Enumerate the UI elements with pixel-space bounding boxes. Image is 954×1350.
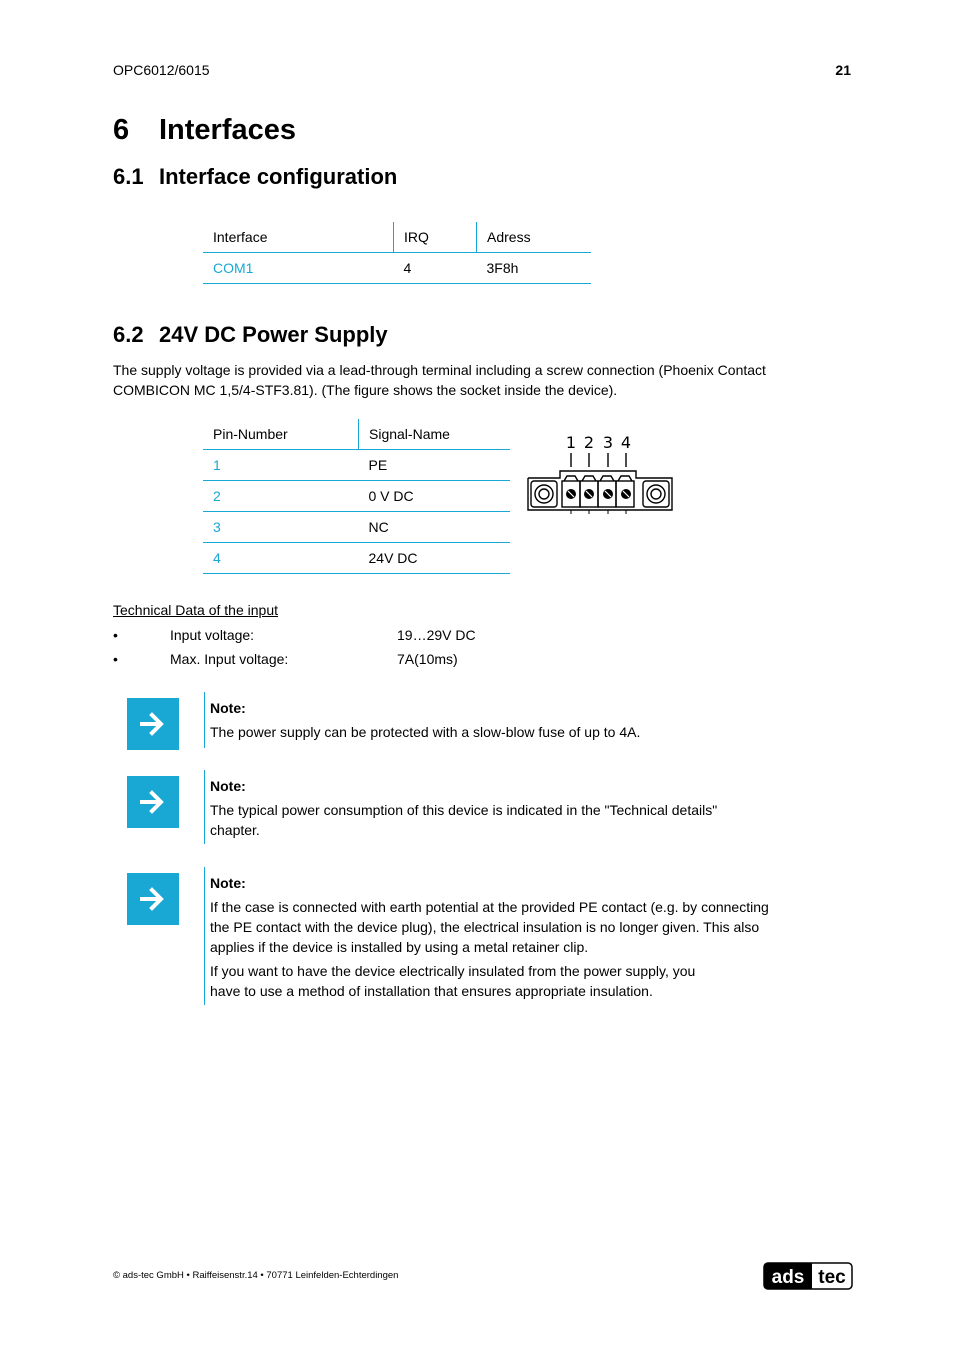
paragraph-line: The supply voltage is provided via a lead-through terminal including a screw connection (Phoenix Contact [113, 362, 766, 378]
table-cell: PE [359, 450, 511, 481]
spec-value: 19…29V DC [397, 627, 476, 643]
spec-label: Input voltage: [170, 627, 255, 643]
connector-label-3: 3 [602, 433, 614, 452]
bullet: • [113, 627, 118, 643]
note-line: The typical power consumption of this device is indicated in the "Technical details" [210, 802, 718, 818]
note-line: If you want to have the device electrically insulated from the power supply, you [210, 963, 696, 979]
note-line: The power supply can be protected with a slow-blow fuse of up to 4A. [210, 724, 641, 740]
power-supply-intro [113, 360, 833, 400]
note-arrow-icon [127, 698, 179, 750]
note-arrow-icon [127, 873, 179, 925]
note-line: chapter. [210, 822, 260, 838]
table-row [203, 543, 510, 574]
table-header: Pin-Number [203, 419, 359, 450]
section-title-power-supply [113, 322, 388, 348]
table-row [203, 481, 510, 512]
ads-tec-logo [763, 1262, 853, 1295]
connector-label-2: 2 [583, 433, 595, 452]
chapter-number: 6 [113, 114, 130, 146]
note-2 [210, 776, 810, 840]
list-item [113, 625, 613, 649]
table-header-row [203, 222, 591, 253]
section-number: 6.1 [113, 164, 144, 189]
note-arrow-icon [127, 776, 179, 828]
note-title: Note: [210, 700, 246, 716]
note-3 [210, 873, 810, 1001]
list-item [113, 649, 613, 673]
chapter-title [113, 114, 296, 147]
technical-data-list [113, 625, 613, 673]
spec-label: Max. Input voltage: [170, 651, 289, 667]
connector-diagram [524, 428, 678, 520]
table-header: Signal-Name [359, 419, 511, 450]
note-line: applies if the device is installed by using a metal retainer clip. [210, 939, 589, 955]
table-header: Adress [477, 222, 592, 253]
pin-link-1[interactable]: 1 [203, 450, 359, 481]
interface-table [203, 222, 591, 284]
footer-text: © ads-tec GmbH • Raiffeisenstr.14 • 70771 Leinfelden-Echterdingen [113, 1270, 399, 1281]
note-divider [204, 770, 205, 844]
connector-label-4: 4 [620, 433, 632, 452]
table-cell: 3F8h [477, 253, 592, 284]
chapter-title-text: Interfaces [159, 114, 297, 146]
pin-link-2[interactable]: 2 [203, 481, 359, 512]
table-cell: 4 [394, 253, 477, 284]
pin-link-4[interactable]: 4 [203, 543, 359, 574]
table-cell: 0 V DC [359, 481, 511, 512]
note-divider [204, 867, 205, 1005]
table-row [203, 450, 510, 481]
table-row [203, 253, 591, 284]
section-title-text: Interface configuration [159, 164, 398, 189]
logo-text-ads: ads [771, 1267, 805, 1288]
connector-label-1: 1 [565, 433, 577, 452]
interface-link-com1[interactable]: COM1 [203, 253, 394, 284]
bullet: • [113, 651, 118, 667]
logo-text-tec: tec [818, 1267, 846, 1288]
note-title: Note: [210, 778, 246, 794]
page-number: 21 [835, 62, 851, 78]
table-header: Interface [203, 222, 394, 253]
section-title-text: 24V DC Power Supply [159, 322, 388, 347]
table-cell: NC [359, 512, 511, 543]
note-1 [210, 698, 810, 742]
spec-value: 7A(10ms) [397, 651, 458, 667]
table-cell: 24V DC [359, 543, 511, 574]
note-divider [204, 692, 205, 748]
note-title: Note: [210, 875, 246, 891]
note-line: the PE contact with the device plug), the electrical insulation is no longer given. This also [210, 919, 760, 935]
note-line: If the case is connected with earth potential at the provided PE contact (e.g. by connecting [210, 899, 769, 915]
section-title-interface-configuration [113, 164, 397, 190]
table-row [203, 512, 510, 543]
section-number: 6.2 [113, 322, 144, 347]
pin-table [203, 419, 510, 574]
note-line: have to use a method of installation that ensures appropriate insulation. [210, 983, 653, 999]
paragraph-line: COMBICON MC 1,5/4-STF3.81). (The figure shows the socket inside the device). [113, 382, 618, 398]
table-header-row [203, 419, 510, 450]
table-header: IRQ [394, 222, 477, 253]
document-id: OPC6012/6015 [113, 62, 210, 78]
technical-data-heading: Technical Data of the input [113, 602, 278, 618]
pin-link-3[interactable]: 3 [203, 512, 359, 543]
